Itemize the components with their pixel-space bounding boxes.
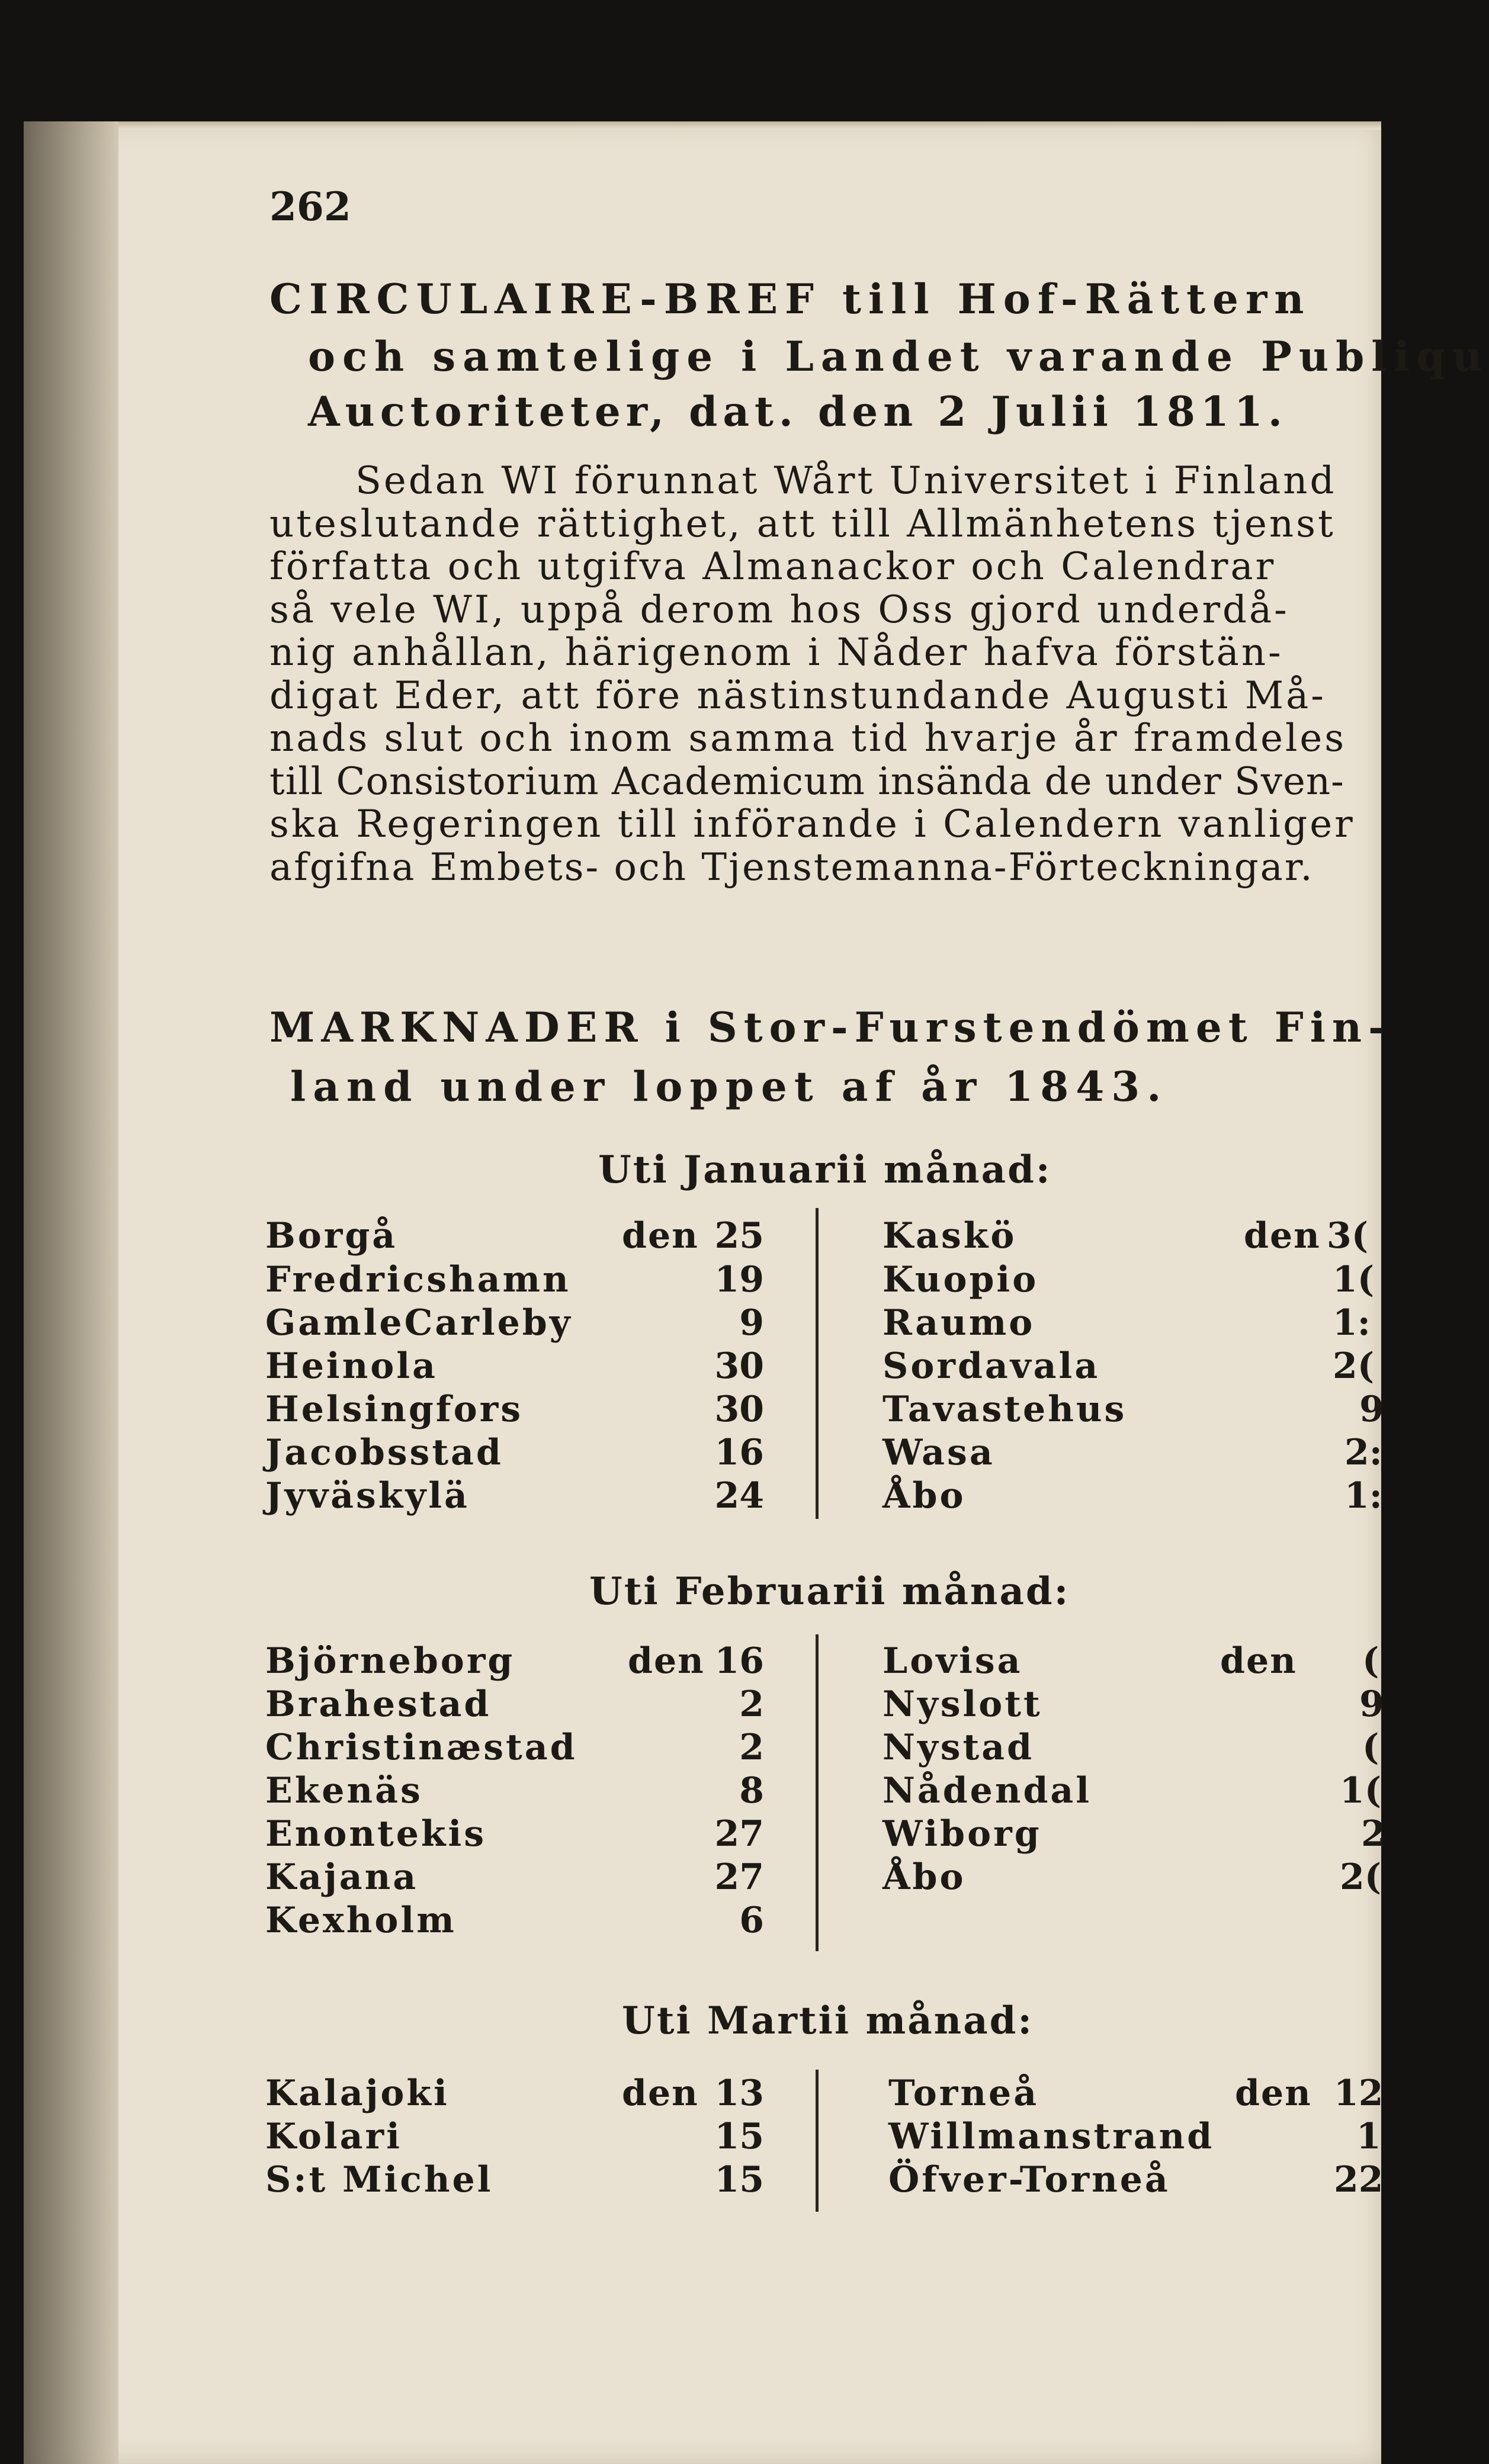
- market-day: 16: [714, 1640, 764, 1682]
- markets-heading-line-1: MARKNADER i Stor-Furstendömet Fin-: [269, 1004, 1392, 1052]
- month-title-january: Uti Januarii månad:: [598, 1148, 1052, 1192]
- market-day: 2: [739, 1727, 764, 1768]
- city-left: Kexholm: [265, 1900, 457, 1941]
- market-day: 12: [1334, 2073, 1384, 2114]
- market-day: 24: [714, 1475, 764, 1517]
- city-right: Wasa: [883, 1432, 995, 1473]
- market-day: 2: [739, 1684, 764, 1725]
- circular-body-line-3: författa och utgifva Almanackor och Calendrar: [269, 545, 1276, 589]
- city-right: Sordavala: [883, 1345, 1100, 1387]
- city-right: Raumo: [883, 1302, 1035, 1344]
- city-right: Kaskö: [883, 1215, 1017, 1257]
- city-left: Borgå: [265, 1215, 398, 1257]
- market-day: 27: [714, 1813, 764, 1855]
- market-day: (: [1362, 1727, 1379, 1768]
- city-right: Wiborg: [883, 1813, 1042, 1855]
- market-day: 9: [1359, 1389, 1384, 1430]
- city-right: Nystad: [883, 1727, 1035, 1768]
- city-right: Nyslott: [883, 1684, 1042, 1725]
- market-day: 30: [714, 1345, 764, 1387]
- market-day: 15: [714, 2116, 764, 2157]
- city-left: Kalajoki: [265, 2073, 450, 2114]
- column-divider: [816, 1634, 819, 1951]
- city-right: Åbo: [883, 1475, 966, 1517]
- city-left: Kajana: [265, 1856, 419, 1898]
- page-gutter: [24, 121, 118, 2464]
- den-label: den: [628, 1640, 705, 1682]
- market-day: 2:: [1344, 1432, 1382, 1473]
- column-divider: [816, 1208, 819, 1519]
- den-label: den: [622, 2073, 699, 2114]
- city-right: Kuopio: [883, 1259, 1039, 1300]
- market-day: 1(: [1333, 1259, 1375, 1300]
- market-day: 25: [714, 1215, 764, 1257]
- den-label: den: [1235, 2073, 1312, 2114]
- city-right: Torneå: [888, 2073, 1039, 2114]
- market-day: 1:: [1333, 1302, 1371, 1344]
- market-day: 13: [714, 2073, 764, 2114]
- month-title-march: Uti Martii månad:: [622, 1999, 1034, 2043]
- city-right: Nådendal: [883, 1770, 1092, 1811]
- city-left: Enontekis: [265, 1813, 487, 1855]
- market-day: 16: [714, 1432, 764, 1473]
- city-left: Björneborg: [265, 1640, 515, 1682]
- markets-heading-line-2: land under loppet af år 1843.: [290, 1063, 1169, 1111]
- market-day: (: [1362, 1640, 1379, 1682]
- city-right: Åbo: [883, 1856, 966, 1898]
- month-title-february: Uti Februarii månad:: [589, 1569, 1070, 1614]
- circular-body-line-9: ska Regeringen till införande i Calendern vanliger: [269, 802, 1355, 846]
- market-day: 27: [714, 1856, 764, 1898]
- city-left: Brahestad: [265, 1684, 492, 1725]
- city-left: Fredricshamn: [265, 1259, 571, 1300]
- circular-body-line-2: uteslutande rättighet, att till Allmänhetens tjenst: [269, 502, 1336, 546]
- market-day: 22: [1334, 2159, 1384, 2200]
- market-day: 3(: [1327, 1215, 1369, 1257]
- market-day: 19: [714, 1259, 764, 1300]
- city-left: Helsingfors: [265, 1389, 524, 1430]
- circular-body-line-10: afgifna Embets- och Tjenstemanna-Förteckningar.: [269, 846, 1314, 889]
- city-left: Ekenäs: [265, 1770, 423, 1811]
- market-day: 1(: [1340, 1770, 1382, 1811]
- city-right: Lovisa: [883, 1640, 1023, 1682]
- city-left: S:t Michel: [265, 2159, 493, 2200]
- city-right: Tavastehus: [883, 1389, 1127, 1430]
- city-right: Willmanstrand: [888, 2116, 1215, 2157]
- circular-body-line-4: så vele WI, uppå derom hos Oss gjord underdå-: [269, 588, 1289, 632]
- market-day: 1:: [1344, 1475, 1382, 1517]
- circular-body-line-8: till Consistorium Academicum insända de under Sven-: [269, 760, 1344, 804]
- market-day: 8: [739, 1770, 764, 1811]
- market-day: 2(: [1333, 1345, 1375, 1387]
- city-left: GamleCarleby: [265, 1302, 573, 1344]
- page-number: 262: [269, 184, 351, 230]
- city-left: Heinola: [265, 1345, 438, 1387]
- market-day: 9: [739, 1302, 764, 1344]
- circular-heading-line-3: Auctoriteter, dat. den 2 Julii 1811.: [308, 388, 1288, 436]
- market-day: 6: [739, 1900, 764, 1941]
- market-day: 1: [1356, 2116, 1381, 2157]
- market-day: 2: [1361, 1813, 1386, 1855]
- market-day: 30: [714, 1389, 764, 1430]
- den-label: den: [622, 1215, 699, 1257]
- market-day: 2(: [1340, 1856, 1382, 1898]
- city-left: Kolari: [265, 2116, 402, 2157]
- circular-body-line-5: nig anhållan, härigenom i Nåder hafva förstän-: [269, 631, 1283, 674]
- circular-heading-line-1: CIRCULAIRE-BREF till Hof-Rättern: [269, 275, 1311, 323]
- column-divider: [816, 2070, 819, 2212]
- page-top-edge: [118, 121, 1381, 130]
- den-label: den: [1244, 1215, 1321, 1257]
- city-right: Öfver-Torneå: [888, 2159, 1170, 2200]
- circular-body-line-7: nads slut och inom samma tid hvarje år framdeles: [269, 717, 1347, 760]
- circular-heading-line-2: och samtelige i Landet varande Publiqu: [308, 333, 1489, 381]
- city-left: Christinæstad: [265, 1727, 577, 1768]
- circular-body-line-1: Sedan WI förunnat Wårt Universitet i Finland: [355, 459, 1337, 503]
- den-label: den: [1220, 1640, 1297, 1682]
- market-day: 9: [1359, 1684, 1384, 1725]
- city-left: Jyväskylä: [265, 1475, 470, 1517]
- city-left: Jacobsstad: [265, 1432, 503, 1473]
- circular-body-line-6: digat Eder, att före nästinstundande Augusti Må-: [269, 674, 1326, 718]
- market-day: 15: [714, 2159, 764, 2200]
